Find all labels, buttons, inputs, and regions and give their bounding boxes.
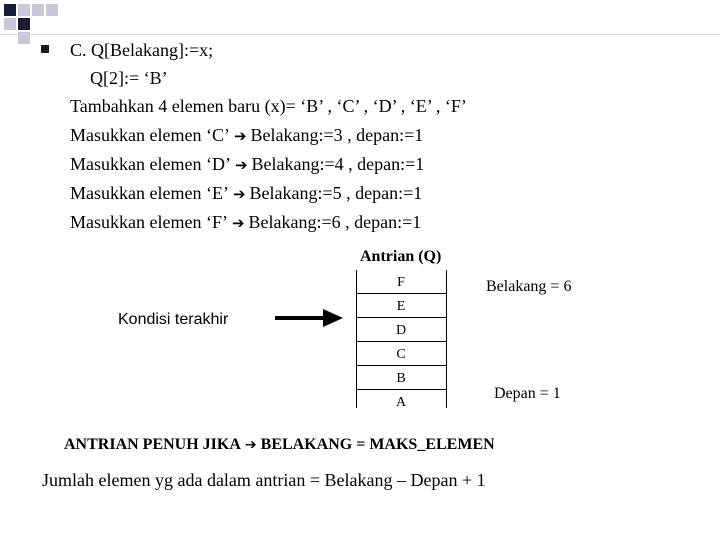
queue-cell-label: C <box>396 347 406 362</box>
masukkan-c-text: Masukkan elemen ‘C’ <box>70 125 230 145</box>
masukkan-d-text: Masukkan elemen ‘D’ <box>70 154 231 174</box>
queue-cell-label: F <box>397 275 405 290</box>
arrow-icon: ➔ <box>244 437 257 453</box>
queue-cell <box>356 341 446 365</box>
top-rule <box>0 34 720 35</box>
queue-cell <box>356 270 446 293</box>
corner-square-dark-1 <box>4 4 16 16</box>
corner-square-light-2 <box>32 4 44 16</box>
masukkan-c-result: Belakang:=3 , depan:=1 <box>250 125 424 145</box>
line-tambahkan: Tambahkan 4 elemen baru (x)= ‘B’ , ‘C’ , ‘D’ , ‘E’ , ‘F’ <box>70 96 467 116</box>
line-masukkan-c <box>70 125 423 146</box>
arrow-icon: ➔ <box>234 156 248 174</box>
masukkan-f-result: Belakang:=6 , depan:=1 <box>248 212 422 232</box>
corner-square-light-1 <box>18 4 30 16</box>
masukkan-e-result: Belakang:=5 , depan:=1 <box>249 183 423 203</box>
belakang-label: Belakang = 6 <box>486 278 572 295</box>
corner-square-light-3 <box>4 18 16 30</box>
queue-cell <box>356 317 446 341</box>
condition-label: Kondisi terakhir <box>118 311 229 328</box>
arrow-icon: ➔ <box>233 127 247 145</box>
condition-arrow-icon <box>275 306 345 330</box>
queue-cell-label: B <box>396 371 406 386</box>
count-formula-line: Jumlah elemen yg ada dalam antrian = Belakang – Depan + 1 <box>42 470 486 490</box>
queue-cell-label: E <box>396 299 406 314</box>
queue-right-border <box>446 270 447 408</box>
depan-label: Depan = 1 <box>494 385 561 402</box>
queue-title: Antrian (Q) <box>360 248 442 265</box>
full-condition-result: BELAKANG = MAKS_ELEMEN <box>260 436 495 453</box>
full-condition-text: ANTRIAN PENUH JIKA <box>64 436 241 453</box>
line-masukkan-d <box>70 154 424 175</box>
arrow-icon: ➔ <box>232 185 246 203</box>
corner-square-light-5 <box>46 4 58 16</box>
queue-cell-label: D <box>395 323 407 338</box>
line-masukkan-f <box>70 212 421 233</box>
line-q2: Q[2]:= ‘B’ <box>90 68 168 88</box>
full-condition-line <box>64 436 495 454</box>
line-masukkan-e <box>70 183 422 204</box>
queue-cell <box>356 293 446 317</box>
masukkan-e-text: Masukkan elemen ‘E’ <box>70 183 229 203</box>
queue-cell <box>356 365 446 389</box>
corner-square-dark-2 <box>18 18 30 30</box>
queue-box <box>356 270 446 413</box>
masukkan-f-text: Masukkan elemen ‘F’ <box>70 212 228 232</box>
masukkan-d-result: Belakang:=4 , depan:=1 <box>251 154 425 174</box>
bullet-square <box>41 45 49 53</box>
arrow-icon: ➔ <box>231 214 245 232</box>
queue-cell <box>356 389 446 413</box>
queue-cell-label: A <box>395 395 407 410</box>
line-assign: C. Q[Belakang]:=x; <box>70 40 214 60</box>
